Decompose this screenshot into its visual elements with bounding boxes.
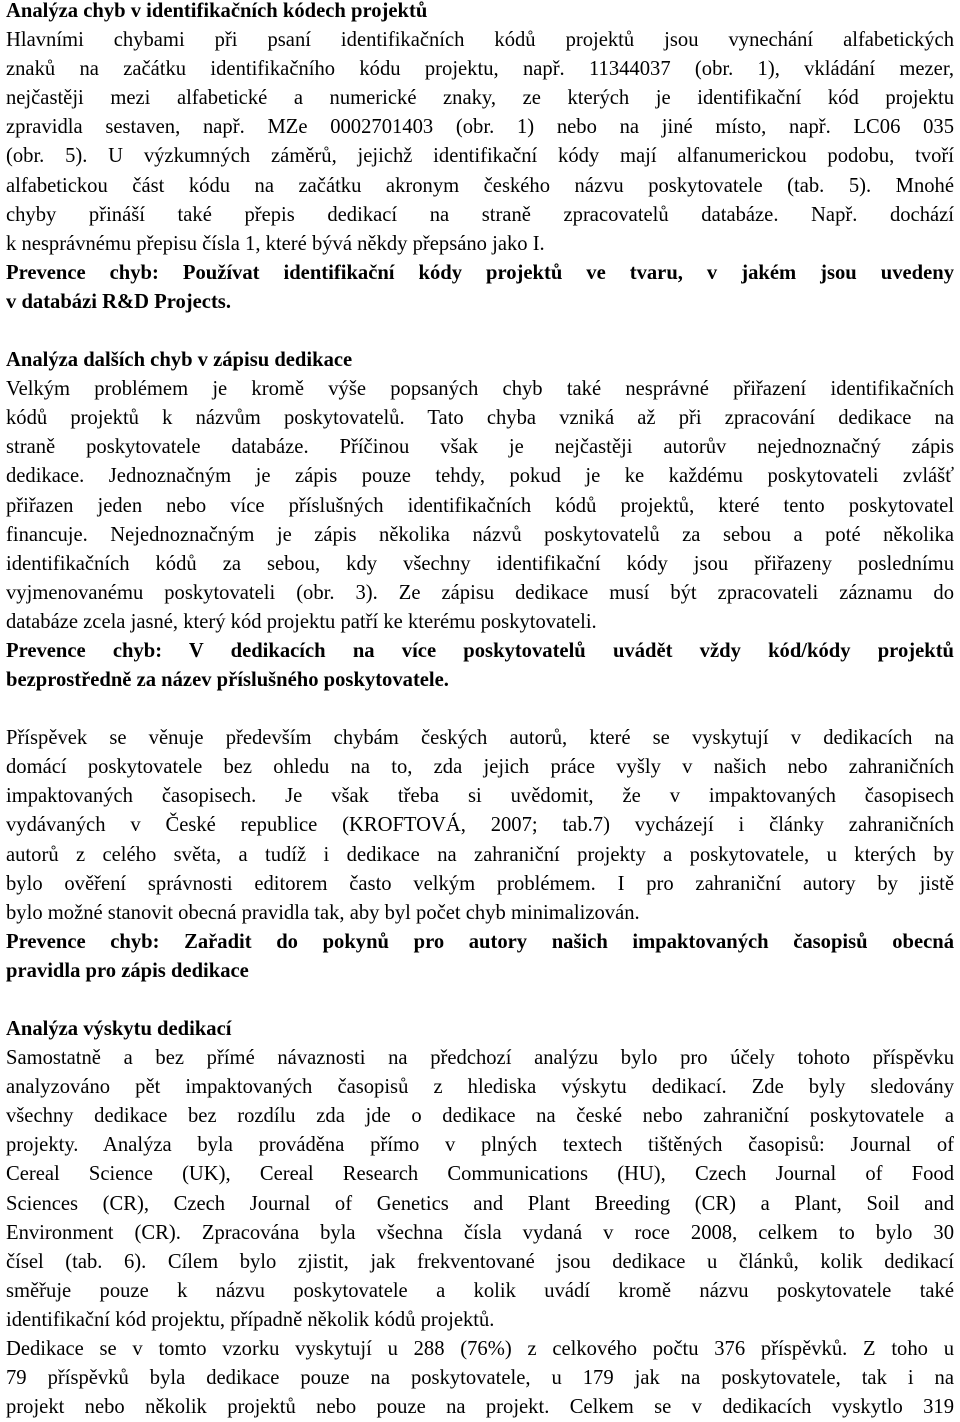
paragraph-line: nejčastěji mezi alfabetické a numerické znaky, ze kterých je identifikační kód projektu <box>6 87 954 110</box>
paragraph-line: autorů z celého světa, a tudíž i dedikace na zahraniční projekty a poskytovatele, u kterých by <box>6 843 954 866</box>
paragraph-line: bylo ověření správnosti editorem často velkým problémem. I pro zahraniční autory by jistě <box>6 872 954 895</box>
paragraph-line: domácí poskytovatele bez ohledu na to, zda jejich práce vyšly v našich nebo zahraničních <box>6 756 954 779</box>
spacer <box>6 986 954 1015</box>
paragraph-line: vydávaných v České republice (KROFTOVÁ, 2007; tab.7) vycházejí i články zahraničních <box>6 814 954 837</box>
paragraph-line: identifikačních kódů za sebou, kdy všechny identifikační kódy jsou přiřazeny poslednímu <box>6 552 954 575</box>
section-id-codes <box>6 0 954 317</box>
section-heading: Analýza výskytu dedikací <box>6 1018 232 1040</box>
paragraph-line: k nesprávnému přepisu čísla 1, které bývá někdy přepsáno jako I. <box>6 232 545 255</box>
paragraph-line: (obr. 5). U výzkumných záměrů, jejichž identifikační kódy mají alfanumerickou podobu, tvoří <box>6 145 954 168</box>
paragraph-line: Environment (CR). Zpracována byla všechna čísla vydaná v roce 2008, celkem to bylo 30 <box>6 1221 954 1244</box>
prevention-line: v databázi R&D Projects. <box>6 290 231 313</box>
paragraph-line: Sciences (CR), Czech Journal of Genetics and Plant Breeding (CR) a Plant, Soil and <box>6 1192 954 1215</box>
paragraph-line: kódů projektů k názvům poskytovatelů. Tato chyba vzniká až při zpracování dedikace na <box>6 407 954 430</box>
paragraph-line: chyby přináší také přepis dedikací na straně zpracovatelů databáze. Např. dochází <box>6 203 954 226</box>
paragraph-line: čísel (tab. 6). Cílem bylo zjistit, jak frekventované jsou dedikace u článků, kolik dedikací <box>6 1250 954 1273</box>
paragraph-line: Hlavními chybami při psaní identifikačních kódů projektů jsou vynechání alfabetických <box>6 29 954 52</box>
paragraph-line: projekt nebo několik projektů nebo pouze na projekt. Celkem se v dedikacích vyskytlo 319 <box>6 1396 954 1419</box>
paragraph-line: straně poskytovatele databáze. Příčinou však je nejčastěji autorův nejednoznačný zápis <box>6 436 954 459</box>
paragraph-line: přiřazen jeden nebo více příslušných identifikačních kódů projektů, které tento poskytovatel <box>6 494 954 517</box>
spacer <box>6 695 954 724</box>
paragraph-line: Příspěvek se věnuje především chybám českých autorů, které se vyskytují v dedikacích na <box>6 727 954 750</box>
section-heading: Analýza chyb v identifikačních kódech projektů <box>6 0 428 22</box>
paragraph-line: financuje. Nejednoznačným je zápis několika názvů poskytovatelů za sebou a poté několika <box>6 523 954 546</box>
section-czech-authors <box>6 724 954 986</box>
section-other-errors <box>6 346 954 695</box>
paragraph-line: dedikace. Jednoznačným je zápis pouze tehdy, pokud je ke každému poskytovateli zvlášť <box>6 465 954 488</box>
paragraph-line: zpravidla sestaven, např. MZe 0002701403 (obr. 1) nebo na jiné místo, např. LC06 035 <box>6 116 954 139</box>
prevention-line: Prevence chyb: Zařadit do pokynů pro autory našich impaktovaných časopisů obecná <box>6 930 954 953</box>
prevention-line: Prevence chyb: Používat identifikační kódy projektů ve tvaru, v jakém jsou uvedeny <box>6 261 954 284</box>
paragraph-line: Velkým problémem je kromě výše popsaných chyb také nesprávné přiřazení identifikačních <box>6 378 954 401</box>
section-heading: Analýza dalších chyb v zápisu dedikace <box>6 349 353 372</box>
section-dedication-occurrence <box>6 1015 954 1422</box>
paragraph-line: impaktovaných časopisech. Je však třeba si uvědomit, že v impaktovaných časopisech <box>6 785 954 808</box>
paragraph-line: směřuje pouze k názvu poskytovatele a kolik uvádí kromě názvu poskytovatele také <box>6 1279 954 1302</box>
prevention-line: Prevence chyb: V dedikacích na více poskytovatelů uvádět vždy kód/kódy projektů <box>6 639 954 662</box>
prevention-line: pravidla pro zápis dedikace <box>6 959 249 982</box>
paragraph-line: identifikační kód projektu, případně několik kódů projektů. <box>6 1308 495 1331</box>
paragraph-line: znaků na začátku identifikačního kódu projektu, např. 11344037 (obr. 1), vkládání mezer, <box>6 58 954 81</box>
paragraph-line: Dedikace se v tomto vzorku vyskytují u 288 (76%) z celkového počtu 376 příspěvků. Z toho u <box>6 1338 954 1361</box>
paragraph-line: Samostatně a bez přímé návaznosti na předchozí analýzu bylo pro účely tohoto příspěvku <box>6 1047 954 1070</box>
paragraph-line: analyzováno pět impaktovaných časopisů z hlediska výskytu dedikací. Zde byly sledovány <box>6 1076 954 1099</box>
paragraph-line: alfabetickou část kódu na začátku akronym českého názvu poskytovatele (tab. 5). Mnohé <box>6 174 954 197</box>
paragraph-line: bylo možné stanovit obecná pravidla tak, aby byl počet chyb minimalizován. <box>6 901 640 924</box>
spacer <box>6 317 954 346</box>
paragraph-line: projekty. Analýza byla prováděna přímo v plných textech tištěných časopisů: Journal of <box>6 1134 954 1157</box>
prevention-line: bezprostředně za název příslušného poskytovatele. <box>6 669 449 692</box>
paragraph-line: databáze zcela jasné, který kód projektu patří ke kterému poskytovateli. <box>6 610 597 633</box>
paragraph-line: vyjmenovanému poskytovateli (obr. 3). Ze zápisu dedikace musí být zpracovateli záznamu do <box>6 581 954 604</box>
paragraph-line: Cereal Science (UK), Cereal Research Communications (HU), Czech Journal of Food <box>6 1163 954 1186</box>
paragraph-line: 79 příspěvků byla dedikace pouze na poskytovatele, u 179 jak na poskytovatele, tak i na <box>6 1367 954 1390</box>
paragraph-line: všechny dedikace bez rozdílu zda jde o dedikace na české nebo zahraniční poskytovatele a <box>6 1105 954 1128</box>
